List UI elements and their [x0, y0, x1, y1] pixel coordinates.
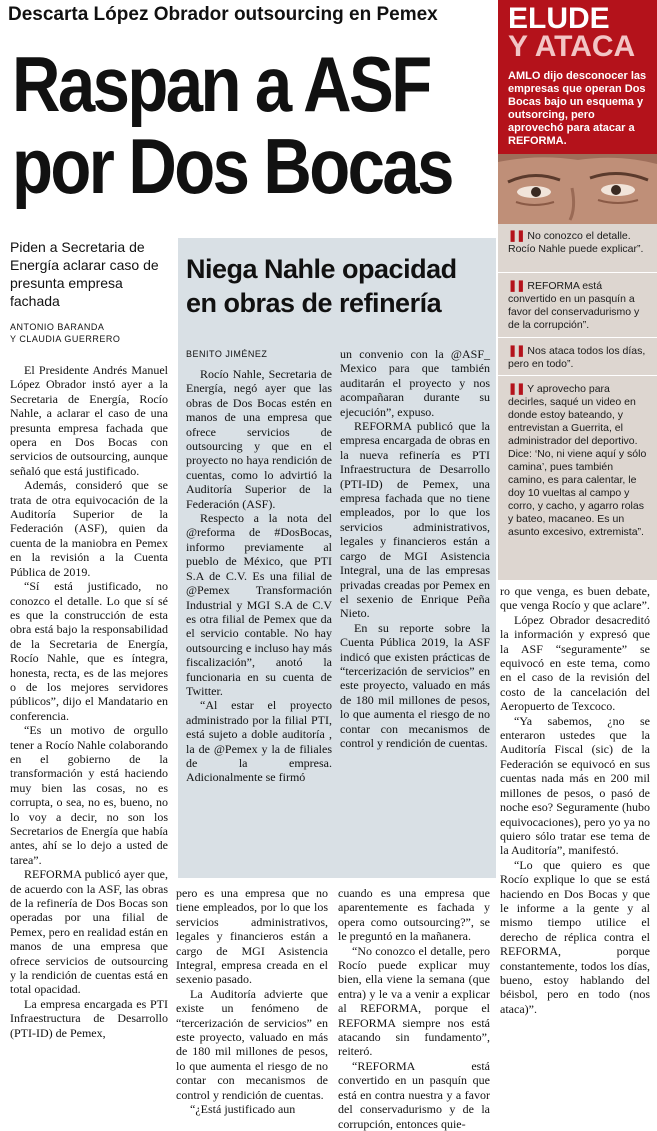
article-column-2	[176, 886, 328, 1117]
quote-divider	[498, 337, 657, 338]
paragraph: López Obrador desacreditó la información y expresó que la ASF “seguramente” se equivocó en este tema, como en el caso de la revisión del costo de la cancelación del Aeropuerto de Texcoco.	[500, 612, 650, 714]
paragraph: ro que venga, es buen debate, que venga Rocío y que aclare”.	[500, 584, 650, 613]
sidebar-quote	[508, 230, 648, 256]
deck: Piden a Secretaria de Energía aclarar caso de presunta empresa fachada	[10, 239, 159, 309]
quote-text: Y aprovecho para decirles, saqué un video en donde estoy bateando, y entrevistan a Guerrita, el administrador del deportivo. Dice: ‘No, ni viene aquí y sólo camina’, pues también camino, es para calentar, le doy 10 vueltas al campo y corro, y cacho, y agarro rolas y bateo, macaneo. Es un asunto excesivo, extremista”.	[508, 383, 647, 538]
paragraph: cuando es una empresa que aparentemente es fachada y opera como outsourcing?”, se le preguntó en la mañanera.	[338, 886, 490, 944]
paragraph: La empresa encargada es PTI Infraestructura de Desarrollo (PTI-ID) de Pemex,	[10, 996, 168, 1040]
quote-mark-icon: ❚❚	[508, 383, 525, 395]
quote-text: No conozco el detalle. Rocío Nahle puede explicar”.	[508, 230, 644, 255]
byline-line-1: ANTONIO BARANDA	[10, 322, 105, 332]
paragraph: un convenio con la @ASF_ Mexico para que también auditarán el proyecto y nos acompañaran durante su ejecución”, expuso.	[340, 347, 490, 419]
quote-divider	[498, 272, 657, 273]
paragraph: REFORMA publicó que la empresa encargada de obras en la nueva refinería es PTI Infraestructura de Desarrollo (PTI-ID) de Pemex, una empresa fachada que no tiene empleados, por lo que los servicios administrativos, legales y financieros están a cargo de MGI Asistencia Integral, una de las empresas privadas creadas por Pemex en el sexenio de Enrique Peña Nieto.	[340, 419, 490, 621]
article-column-1	[10, 363, 168, 1040]
paragraph: La Auditoría advierte que existe un fenómeno de “tercerización de servicios” en este proyecto, valuado en más de 180 mil millones de pesos, lo que aumenta el riesgo de no contar con mecanismos de control y rendición de cuentas.	[176, 986, 328, 1102]
kicker: Descarta López Obrador outsourcing en Pemex	[8, 4, 438, 25]
paragraph: Respecto a la nota del @reforma de #DosBocas, informo previamente al pueblo de México, que PTI S.A de C.V. Es una filial de @Pemex Transformación Industrial y MGI S.A de C.V es otra filial de Pemex que da el servicio contable. No hay outsourcing e incluso hay más fiscalización”, anotó la funcionaria en su cuenta de Twitter.	[186, 511, 332, 698]
quote-divider	[498, 375, 657, 376]
byline-line-2: Y CLAUDIA GUERRERO	[10, 334, 121, 344]
paragraph: El Presidente Andrés Manuel López Obrador instó ayer a la Secretaria de Energía, Rocío Nahle, a aclarar el caso de una presunta empresa fachada que opera en Dos Bocas con servicios de outsourcing, aunque señaló que está justificado.	[10, 363, 168, 478]
headline-line-1: Raspan a ASF	[12, 40, 430, 128]
inset-column-a	[186, 367, 332, 785]
paragraph: Rocío Nahle, Secretaria de Energía, negó ayer que las obras de Dos Bocas estén en manos de una empresa que ofrece servicios de outsourcing y que en el proyecto no haya rendición de cuentas, como lo advirtió la Auditoría Superior de la Federación (ASF).	[186, 367, 332, 511]
sidebar-quote	[508, 383, 648, 539]
inset-headline: Niega Nahle opacidad en obras de refinería	[186, 254, 457, 318]
paragraph: “Ya sabemos, ¿no se enteraron ustedes que la Auditoría Fiscal (sic) de la Federación se equivocó en sus cuentas nada más en 200 mil millones de pesos, o pasó de noche eso? Seguramente (hubo equivocaciones), pero yo ya no quiero sólo tratar ese tema de la Auditoría”, manifestó.	[500, 713, 650, 858]
paragraph: “¿Está justificado aun	[190, 1102, 296, 1117]
quote-mark-icon: ❚❚	[508, 280, 525, 292]
paragraph: “Sí está justificado, no conozco el detalle. Lo que sí sé es que la construcción de esta obra está bajo la responsabilidad de la Secretaria de Energía, Rocío Nahle, que es íntegra, honesta, recta, es de las mejores o de los mejores servidores públicos”, dijo el Mandatario en conferencia.	[10, 579, 168, 723]
amlo-photo	[498, 154, 657, 224]
sidebar-title-1: ELUDE	[508, 2, 610, 35]
sidebar-quote	[508, 280, 648, 332]
paragraph: En su reporte sobre la Cuenta Pública 2019, la ASF indicó que existen prácticas de “tercerización de servicios” en este proyecto, valuado en más de 180 mil millones de pesos, lo que aumenta el riesgo de no contar con mecanismos de control y rendición de cuentas.	[340, 620, 490, 750]
paragraph: “Al estar el proyecto administrado por la filial PTI, está sujeto a doble auditoría , la de @Pemex y la de filiales de la empresa. Adicionalmente se firmó	[186, 698, 332, 785]
paragraph: “Lo que quiero es que Rocío explique lo que se está haciendo en Dos Bocas y que le informe a la gente y al mismo tiempo utilice el derecho de réplica contra el REFORMA, porque constantemente, todos los días, bueno, estoy hablando del béisbol, pero en todo (nos ataca)”.	[500, 857, 650, 1016]
article-column-4	[500, 584, 650, 1016]
sidebar-title-2: Y ATACA	[508, 30, 636, 63]
paragraph: “REFORMA está convertido en un pasquín que está en contra nuestra y a favor del conservadurismo y de la corrupción, entonces quie-	[338, 1058, 490, 1131]
paragraph: Además, consideró que se trata de otra equivocación de la Auditoría Superior de la Federación (ASF), quien da cuenta de la maniobra en Pemex en la revisión a la Cuenta Pública de 2019.	[10, 478, 168, 579]
inset-byline: BENITO JIMÉNEZ	[186, 349, 268, 359]
article-column-3	[338, 886, 490, 1131]
paragraph: “No conozco el detalle, pero Rocío puede explicar muy bien, ella viene la semana (que entra) y le va a venir a explicar al REFORMA, porque el REFORMA siempre nos está atacando sin fundamento”, reiteró.	[338, 943, 490, 1059]
sidebar-intro: AMLO dijo desconocer las empresas que operan Dos Bocas bajo un esquema y outsorcing, pero aprovechó para atacar a REFORMA.	[508, 70, 647, 147]
sidebar-quote	[508, 345, 648, 371]
quote-mark-icon: ❚❚	[508, 230, 525, 242]
paragraph: REFORMA publicó ayer que, de acuerdo con la ASF, las obras de la refinería de Dos Bocas son operadas por una filial de Pemex, pero en realidad están en manos de una empresa que ofrece servicios de outsourcing y la rendición de cuentas está en total opacidad.	[10, 867, 168, 997]
headline-line-2: por Dos Bocas	[12, 122, 452, 210]
quote-text: REFORMA está convertido en un pasquín a favor del conservadurismo y de la corrupción”.	[508, 280, 640, 331]
inset-column-b	[340, 347, 490, 750]
paragraph: pero es una empresa que no tiene empleados, por lo que los servicios administrativos, legales y financieros están a cargo de MGI Asistencia Integral, empresa creada en el sexenio pasado.	[176, 886, 328, 987]
quote-text: Nos ataca todos los días, pero en todo”.	[508, 345, 646, 370]
quote-mark-icon: ❚❚	[508, 345, 525, 357]
paragraph: “Es un motivo de orgullo tener a Rocío Nahle colaborando en el gobierno de la transformación y está haciendo muy bien las cosas, no es corrupta, o sea, no es, bueno, no lo voy a decir, no son los Secretarios de Energía que había antes, ahí se lo dejo a usted de tarea”.	[10, 723, 168, 867]
face-illustration	[498, 154, 657, 224]
